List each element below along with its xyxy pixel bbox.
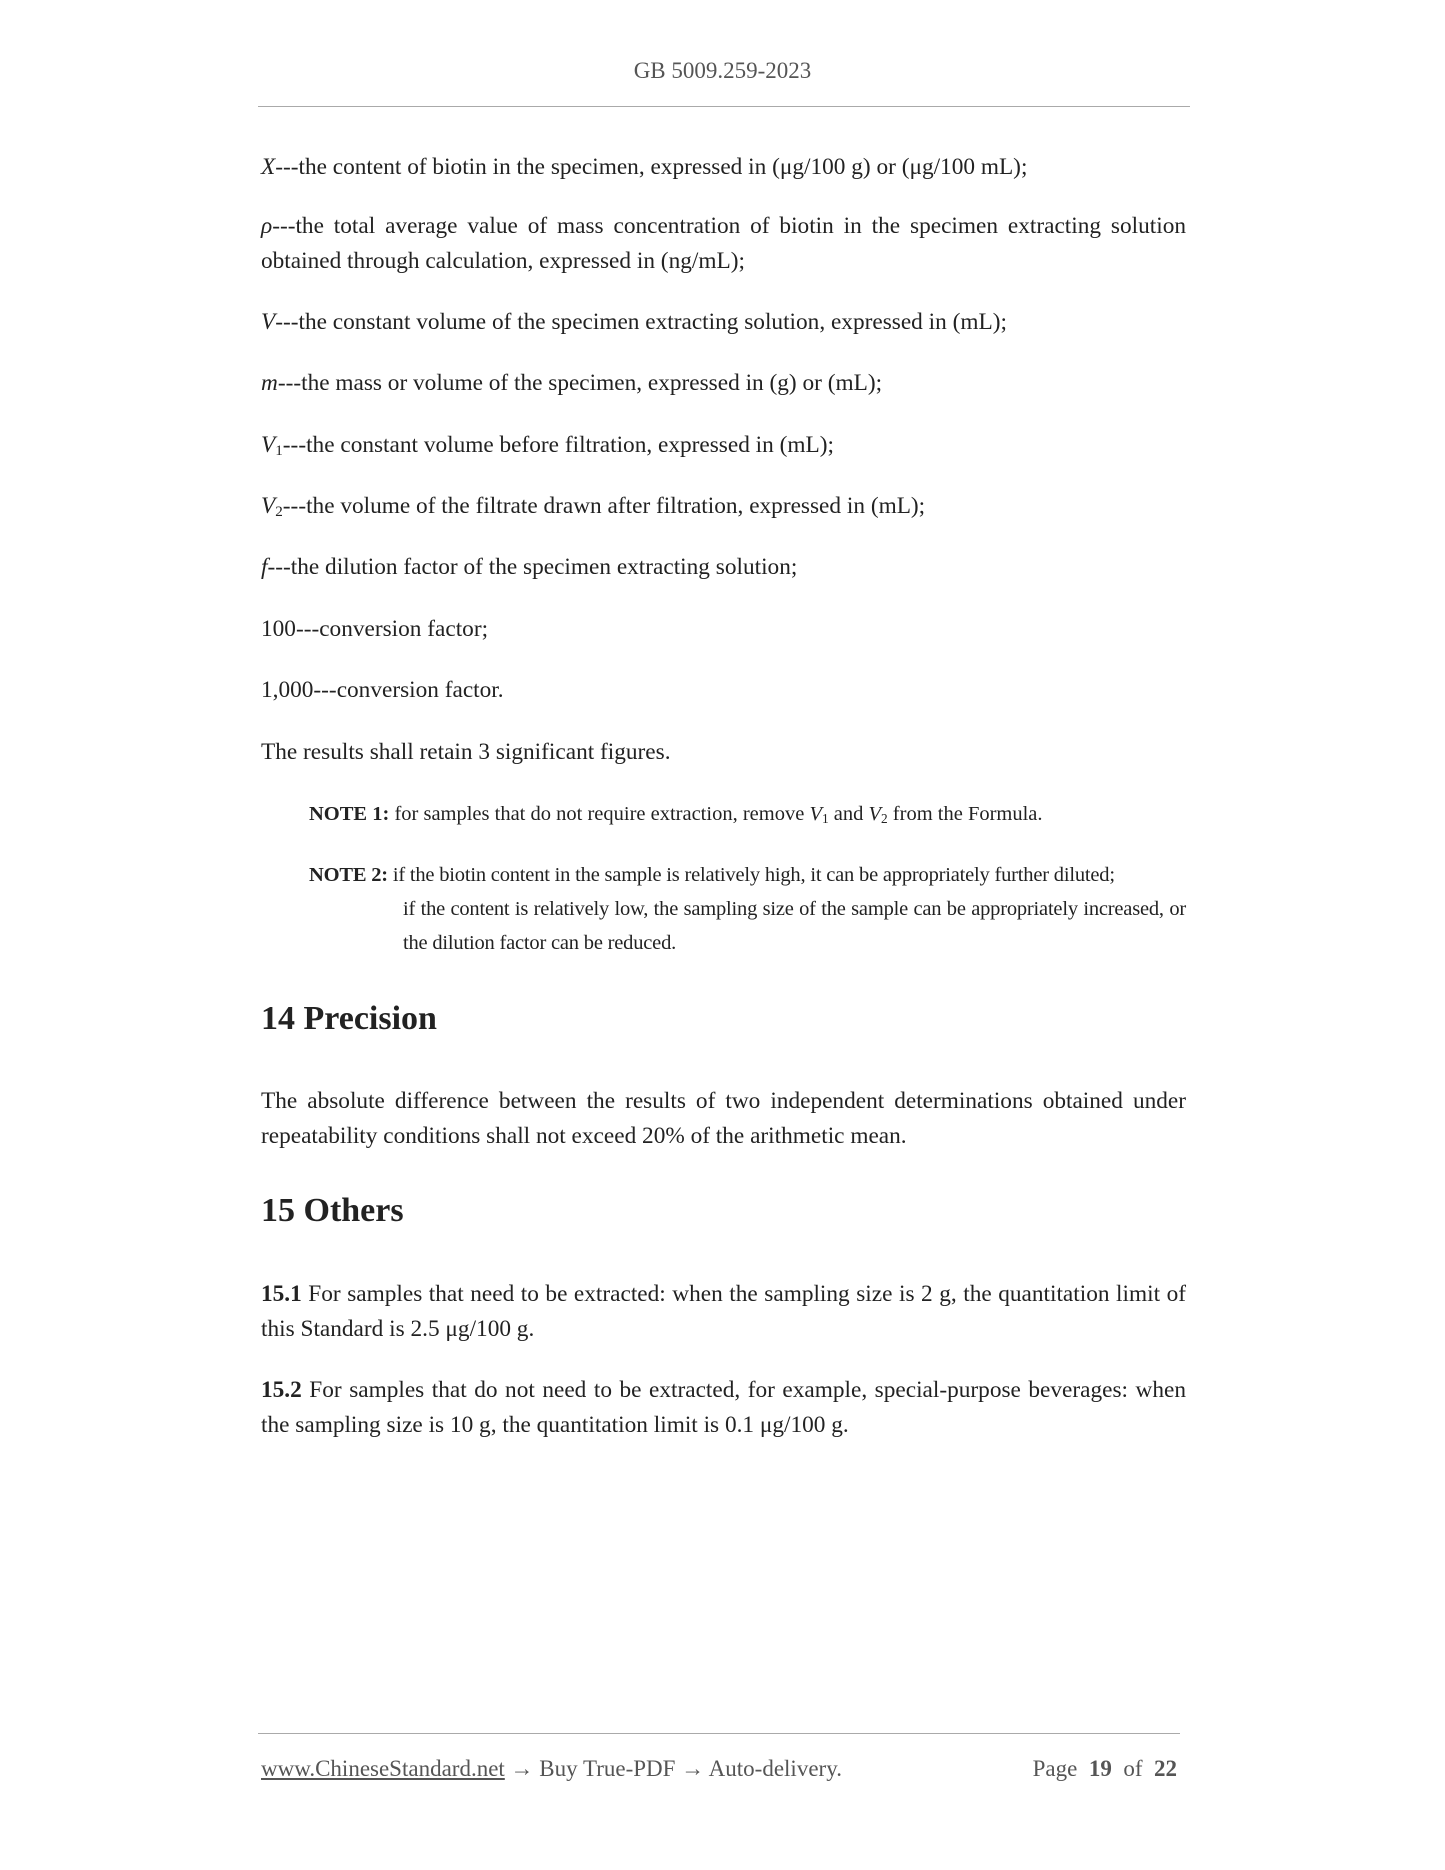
delivery-text: Auto-delivery.: [708, 1756, 842, 1781]
definition-v2: [261, 489, 1186, 530]
section-14-heading: 14 Precision: [261, 1000, 437, 1037]
clause-15-1: [261, 1277, 1186, 1346]
clause-text: For samples that need to be extracted: when the sampling size is 2 g, the quantitation limit of this Standard is 2.5 μg/100 g.: [261, 1281, 1186, 1342]
subscript: 1: [275, 443, 283, 459]
note-label: NOTE 2:: [309, 864, 388, 886]
header-divider: [258, 106, 1190, 107]
symbol: V: [809, 803, 822, 825]
symbol: ρ: [261, 213, 273, 239]
definition-text: ---the volume of the filtrate drawn after filtration, expressed in (mL);: [282, 493, 926, 519]
arrow-icon: →: [681, 1756, 705, 1781]
clause-number: 15.1: [261, 1281, 302, 1307]
clause-15-2: [261, 1373, 1186, 1442]
note-label: NOTE 1:: [309, 803, 390, 825]
definition-1000: 1,000---conversion factor.: [261, 677, 504, 703]
symbol: m: [261, 370, 278, 396]
footer-left: [261, 1756, 842, 1782]
subscript: 2: [881, 811, 888, 826]
definition-text: ---the constant volume of the specimen extracting solution, expressed in (mL);: [275, 309, 1007, 335]
subscript: 1: [821, 811, 829, 826]
section-15-heading: 15 Others: [261, 1192, 404, 1229]
footer: [261, 1756, 1177, 1782]
note-1: [309, 797, 1186, 836]
of-label: of: [1123, 1756, 1143, 1781]
clause-number: 15.2: [261, 1377, 302, 1403]
symbol: V: [868, 803, 882, 825]
results-text: The results shall retain 3 significant figures.: [261, 739, 671, 765]
definition-m: [261, 366, 1186, 401]
current-page: 19: [1088, 1756, 1112, 1781]
note-text: and: [828, 803, 869, 825]
definition-text: ---the total average value of mass concentration of biotin in the specimen extracting solution obtained through calculation, expressed in (ng/mL);: [261, 213, 1186, 274]
page-number: [1033, 1756, 1177, 1782]
definition-v1: [261, 428, 1186, 469]
footer-divider: [258, 1733, 1180, 1734]
symbol: V: [261, 493, 276, 519]
section-14-text: The absolute difference between the results of two independent determinations obtained under repeatability conditions shall not exceed 20% of the arithmetic mean.: [261, 1088, 1186, 1149]
definition-rho: [261, 209, 1186, 278]
definition-text: ---the content of biotin in the specimen, expressed in (μg/100 g) or (μg/100 mL);: [275, 154, 1028, 180]
arrow-icon: →: [510, 1756, 534, 1781]
definition-text: ---the dilution factor of the specimen extracting solution;: [267, 554, 798, 580]
total-pages: 22: [1154, 1756, 1177, 1781]
note-text: if the biotin content in the sample is relatively high, it can be appropriately further diluted;: [387, 864, 1115, 886]
note-2: [309, 858, 1186, 960]
definition-x: [261, 150, 1186, 185]
note-text: for samples that do not require extraction, remove: [389, 803, 810, 825]
definition-f: [261, 550, 1186, 585]
definition-v: [261, 305, 1186, 340]
subscript: 2: [275, 504, 283, 520]
definition-100: 100---conversion factor;: [261, 616, 489, 642]
note-text: from the Formula.: [887, 803, 1043, 825]
clause-text: For samples that do not need to be extracted, for example, special-purpose beverages: when the sampling size is 10 g, the quantitation limit is 0.1 μg/100 g.: [261, 1377, 1186, 1438]
definition-text: ---the constant volume before filtration, expressed in (mL);: [282, 432, 834, 458]
buy-text: Buy True-PDF: [539, 1756, 676, 1781]
document-header: GB 5009.259-2023: [633, 58, 812, 83]
note-text: if the content is relatively low, the sampling size of the sample can be appropriately increased, or the dilution factor can be reduced.: [403, 898, 1186, 954]
symbol: f: [261, 554, 268, 580]
symbol: X: [261, 154, 276, 180]
symbol: V: [261, 309, 276, 335]
website-link[interactable]: www.ChineseStandard.net: [261, 1756, 505, 1781]
page-label: Page: [1032, 1756, 1078, 1781]
definition-text: ---the mass or volume of the specimen, expressed in (g) or (mL);: [277, 370, 883, 396]
symbol: V: [261, 432, 276, 458]
